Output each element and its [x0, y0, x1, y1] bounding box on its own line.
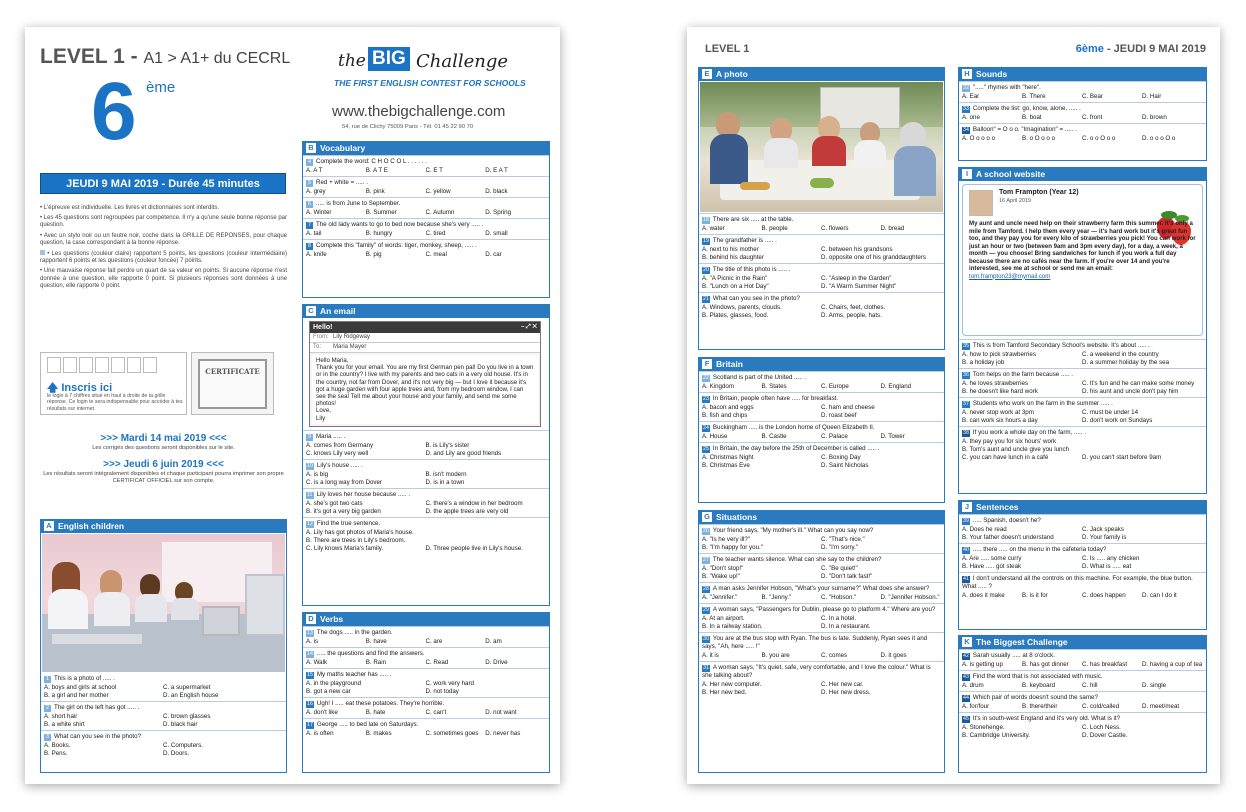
answer-option[interactable]: C. work very hard — [425, 680, 474, 687]
answer-option[interactable]: B. There are trees in Lily's bedroom. — [306, 536, 406, 544]
answer-option[interactable]: A. in the playground — [306, 680, 362, 687]
question-24: 24 Buckingham ..... is the London home of Queen Elizabeth II. A. House B. Castle C. Palace D. Tower — [699, 421, 944, 442]
answer-option[interactable]: A. Stonehenge. — [962, 724, 1005, 731]
answer-option[interactable]: A. is big — [306, 470, 329, 478]
answer-option[interactable]: C. you can have lunch in a café — [962, 454, 1049, 461]
post-date: 16 April 2019 — [999, 198, 1032, 204]
answer-option[interactable]: A. Lily has got photos of Maria's house. — [306, 528, 414, 536]
address: 54, rue de Clichy 75009 Paris - Tél. 01 45 22 90 70 — [342, 124, 474, 130]
section-e — [698, 67, 945, 350]
answer-option[interactable]: D. bread — [880, 225, 905, 232]
answer-option[interactable]: B. A T E — [365, 167, 388, 174]
answer-option[interactable]: A. House — [702, 433, 728, 440]
answer-option[interactable]: D. a summer holiday by the sea — [1082, 359, 1170, 366]
level-heading: LEVEL 1 - A1 > A1+ du CECRL — [40, 45, 291, 68]
answer-option[interactable]: A. "Is he very ill?" — [702, 536, 751, 543]
answer-option[interactable]: D. not today — [425, 688, 459, 695]
answer-option[interactable]: C. comes — [821, 652, 848, 659]
answer-option[interactable]: C. "Be quiet!" — [821, 565, 858, 572]
results-date: >>> Jeudi 6 juin 2019 <<< — [103, 459, 224, 470]
answer-option[interactable]: A. boys and girls at school — [44, 684, 117, 691]
rule-item: • Les questions (couleur claire) rapportent 5 points, les questions (couleur intermédiaire) rapportent 6 points et les questions (couleur foncée) 7 points. — [40, 251, 288, 265]
answer-option[interactable]: D. Her new dress. — [821, 689, 871, 696]
answer-option[interactable]: B. "Wake up!" — [702, 573, 740, 580]
answer-option[interactable]: B. Castle — [761, 433, 787, 440]
answer-option[interactable]: C. tired — [425, 230, 446, 237]
answer-option[interactable]: C. Read — [425, 659, 449, 666]
answer-option[interactable]: D. is in a town — [425, 478, 465, 486]
question-36: 36 Tom helps on the farm because ..... . A. he loves strawberries C. It's fun and he can make some money B. he doesn't like hard work D. his aunt and uncle don't pay him — [959, 368, 1206, 397]
section-j — [958, 500, 1207, 630]
answer-option[interactable]: D. What is ..... eat — [1082, 563, 1132, 570]
answer-option[interactable]: A. Are ..... some curry — [962, 555, 1022, 562]
answer-option[interactable]: B. have — [365, 638, 387, 645]
answer-option[interactable]: C. Is ..... any chicken — [1082, 555, 1140, 562]
answer-option[interactable]: C. Her new car. — [821, 681, 864, 688]
answer-option[interactable]: A. is getting up — [962, 661, 1003, 668]
answer-option[interactable]: B. keyboard — [1022, 682, 1056, 689]
answer-option[interactable]: C. has breakfast — [1082, 661, 1128, 668]
website-link[interactable]: www.thebigchallenge.com — [332, 103, 506, 120]
answer-option[interactable]: C. Lily knows Maria's family. — [306, 544, 384, 552]
login-digit-boxes[interactable] — [47, 357, 157, 373]
post-author: Tom Frampton (Year 12) — [999, 189, 1079, 196]
question-13: 13 The dogs ..... in the garden. A. is B. have C. are D. am — [303, 626, 549, 647]
answer-option[interactable]: B. a white shirt — [44, 721, 85, 728]
answer-option[interactable]: A. don't like — [306, 709, 338, 716]
question-6: 6 ..... is from June to September. A. Winter B. Summer C. Autumn D. Spring — [303, 197, 549, 218]
answer-option[interactable]: C. Loch Ness. — [1082, 724, 1121, 731]
answer-option[interactable]: C. Palace — [821, 433, 848, 440]
question-42: 42 Sarah usually ..... at 8 o'clock. A. is getting up B. has got dinner C. has breakfast D. having a cup of tea — [959, 649, 1206, 670]
answer-option[interactable]: A. bacon and eggs — [702, 404, 754, 411]
post-text: My aunt and uncle need help on their strawberry farm this summer. It's only a mile from Tamford. I help them every year — it's hard work but it's great fun too, and they pay you for every kilo of strawberries you pick! You can work for just an hour or two (between 9am and 3pm every day), for a day, a week, a month — you choose! Bring sandwiches for lunch if you work a full day because there are no cafés near the farm. If you're over 14 and you're interested, see me at school or send me an email: tom.frampton23@mymail.com — [969, 220, 1199, 280]
answer-option[interactable]: D. o o o O o — [1142, 135, 1176, 142]
section-a — [40, 519, 287, 773]
question-22: 22 Scotland is part of the United ..... . A. Kingdom B. States C. Europe D. England — [699, 371, 944, 392]
answer-option[interactable]: C. o o O o o — [1082, 135, 1116, 142]
answer-option[interactable]: B. In a railway station. — [702, 623, 763, 630]
classroom-photo — [42, 534, 285, 672]
question-12: 12 Find the true sentence. A. Lily has got photos of Maria's house. B. There are trees in Lily's bedroom. C. Lily knows Maria's family. D. Three people live in Lily's house. — [303, 517, 549, 554]
section-f — [698, 357, 945, 503]
answer-option[interactable]: D. car — [485, 251, 502, 258]
question-1: 1 This is a photo of ..... . A. boys and girls at school C. a supermarket B. a girl and her mother D. an English house — [41, 673, 286, 701]
section-a-header: A English children — [41, 520, 286, 533]
answer-option[interactable]: D. "I'm sorry." — [821, 544, 859, 551]
answer-option[interactable]: B. Her new bed. — [702, 689, 747, 696]
answer-option[interactable]: A. Books. — [44, 742, 71, 749]
answer-option[interactable]: A. Winter — [306, 209, 332, 216]
inscris-title: 🡅 Inscris ici — [47, 382, 113, 394]
answer-option[interactable]: C. a supermarket — [163, 684, 211, 691]
answer-option[interactable]: B. boat — [1022, 114, 1042, 121]
answer-option[interactable]: B. he doesn't like hard work — [962, 388, 1038, 395]
results-dates — [40, 432, 287, 485]
answer-option[interactable]: D. and Lily are good friends — [425, 449, 502, 457]
question-33: 33 Complete the list: go, know, alone, ..... . A. one B. boat C. front D. brown — [959, 102, 1206, 123]
answer-option[interactable]: B. "I'm happy for you." — [702, 544, 763, 551]
answer-option[interactable]: C. Boxing Day — [821, 454, 861, 461]
answer-option[interactable]: C. It's fun and he can make some money — [1082, 380, 1195, 387]
question-27: 27 The teacher wants silence. What can she say to the children? A. "Don't stop!" C. "Be quiet!" B. "Wake up!" D. "Don't talk fast!" — [699, 553, 944, 582]
answer-option[interactable]: C. are — [425, 638, 443, 645]
question-8: 8 Complete this "family" of words: tiger, monkey, sheep, ..... . A. knife B. pig C. meal D. car — [303, 239, 549, 260]
answer-option[interactable]: A. never stop work at 3pm — [962, 409, 1034, 416]
answer-option[interactable]: B. has got dinner — [1022, 661, 1069, 668]
answer-option[interactable]: B. there/their — [1022, 703, 1058, 710]
answer-option[interactable]: B. behind his daughter — [702, 254, 764, 261]
answer-option[interactable]: C. sometimes goes — [425, 730, 479, 737]
answer-option[interactable]: A. grey — [306, 188, 326, 195]
answer-option[interactable]: C. can't — [425, 709, 447, 716]
answer-option[interactable]: C. "Hobson." — [821, 594, 857, 601]
answer-option[interactable]: D. it goes — [880, 652, 907, 659]
email-body: Hello Maria, Thank you for your email. You are my first German pen pal! Do you live in a town or in the country? I live with my parents and two cats in a very old house. It's in the country, not far from Dover, and it's not very big — but I love it because it's got a huge garden with four apple trees and, from my bedroom window, I can see the sea! Tell me about your house and your family, and send me some photos! Love, Lily — [312, 355, 538, 424]
answer-option[interactable]: B. Christmas Eve — [702, 462, 750, 469]
answer-option[interactable]: C. does happen — [1082, 592, 1126, 599]
answer-option[interactable]: D. Dover Castle. — [1082, 732, 1128, 739]
answer-option[interactable]: C. "That's nice." — [821, 536, 865, 543]
answer-option[interactable]: D. Drive — [485, 659, 508, 666]
question-30: 30 You are at the bus stop with Ryan. The bus is late. Suddenly, Ryan sees it and says, "Ah, here ..... !" A. it is B. you are C. comes D. it goes — [699, 632, 944, 661]
answer-option[interactable]: B. is it for — [1022, 592, 1048, 599]
certificate-image: CERTIFICATE — [191, 352, 274, 415]
date-banner: JEUDI 9 MAI 2019 - Durée 45 minutes — [40, 173, 286, 194]
question-43: 43 Find the word that is not associated with music. A. drum B. keyboard C. hill D. single — [959, 670, 1206, 691]
answer-option[interactable]: B. is Lily's sister — [425, 441, 470, 449]
answer-option[interactable]: D. Arms, people, hats. — [821, 312, 882, 319]
answer-option[interactable]: A. it is — [702, 652, 719, 659]
answer-option[interactable]: B. it's got a very big garden — [306, 507, 381, 515]
answer-option[interactable]: B. got a new car — [306, 688, 351, 695]
answer-option[interactable]: A. does it make — [962, 592, 1005, 599]
section-b-header: B Vocabulary — [303, 142, 549, 155]
question-28: 28 A man asks Jennifer Hobson, "What's your surname?" What does she answer? A. "Jennifer." B. "Jenny." C. "Hobson." D. "Jennifer Hobson." — [699, 582, 944, 603]
answer-option[interactable]: C. between his grandsons — [821, 246, 893, 253]
question-29: 29 A woman says, "Passengers for Dublin, please go to platform 4." Where are you? A. At an airport. C. In a hotel. B. In a railway station. D. In a restaurant. — [699, 603, 944, 632]
answer-option[interactable]: C. Computers. — [163, 742, 203, 749]
section-b — [302, 141, 550, 298]
question-25: 25 In Britain, the day before the 25th of December is called ..... . A. Christmas Night C. Boxing Day B. Christmas Eve D. Saint Nicholas — [699, 442, 944, 471]
answer-option[interactable]: C. flowers — [821, 225, 849, 232]
answer-option[interactable]: B. fish and chips — [702, 412, 748, 419]
section-i-header: I A school website — [959, 168, 1206, 181]
answer-option[interactable]: B. Rain — [365, 659, 387, 666]
answer-option[interactable]: A. drum — [962, 682, 984, 689]
answer-option[interactable]: D. Three people live in Lily's house. — [425, 544, 523, 552]
answer-option[interactable]: D. not want — [485, 709, 517, 716]
answer-option[interactable]: A. Windows, parents, clouds. — [702, 304, 782, 311]
answer-option[interactable]: D. am — [485, 638, 502, 645]
grade-number: 6 — [91, 66, 137, 157]
answer-option[interactable]: C. is a long way from Dover — [306, 478, 382, 486]
window-controls-icon[interactable]: – ⤢ ✕ — [520, 324, 537, 330]
question-40: 40 ..... there ..... on the menu in the cafeteria today? A. Are ..... some curry C. Is ..... any chicken B. Have ..... got steak D. What is ..... eat — [959, 543, 1206, 572]
question-20: 20 The title of this photo is ..... . A. "A Picnic in the Rain" C. "Asleep in the Garden" B. "Lunch on a Hot Day" D. "A Warm Summer Night" — [699, 263, 944, 292]
rule-item: • Avec un stylo noir ou un feutre noir, coche dans la GRILLE DE REPONSES, pour chaque question, la case correspondant à la bonne réponse. — [40, 232, 287, 246]
answer-option[interactable]: D. Your family is — [1082, 534, 1127, 541]
answer-option[interactable]: D. England — [880, 383, 912, 390]
rules-block — [40, 205, 287, 293]
answer-option[interactable]: B. hate — [365, 709, 386, 716]
answer-option[interactable]: B. "Lunch on a Hot Day" — [702, 283, 769, 290]
question-18: 18 There are six ..... at the table. A. water B. people C. flowers D. bread — [699, 213, 944, 234]
answer-option[interactable]: A. Ear — [962, 93, 980, 100]
question-9: 9 Maria ..... . A. comes from Germany B. is Lily's sister C. knows Lily very well D. and Lily are good friends — [303, 430, 549, 459]
avatar — [969, 190, 993, 216]
answer-option[interactable]: C. Chairs, feet, clothes. — [821, 304, 886, 311]
answer-option[interactable]: A. water — [702, 225, 725, 232]
answer-option[interactable]: B. makes — [365, 730, 392, 737]
answer-option[interactable]: A. "Jennifer." — [702, 594, 738, 601]
question-2: 2 The girl on the left has got ..... . A. short hair C. brown glasses B. a white shirt D. black hair — [41, 701, 286, 730]
question-21: 21 What can you see in the photo? A. Windows, parents, clouds. C. Chairs, feet, clothes. B. Plates, glasses, food. D. Arms, people, hats. — [699, 292, 944, 321]
section-d — [302, 612, 550, 773]
answer-option[interactable]: A. for/four — [962, 703, 990, 710]
answer-option[interactable]: A. At an airport. — [702, 615, 745, 622]
email-from-field: From: Lily Ridgeway — [310, 333, 540, 343]
section-h — [958, 67, 1207, 161]
answer-option[interactable]: A. Walk — [306, 659, 328, 666]
answer-option[interactable]: B. Summer — [365, 209, 397, 216]
answer-option[interactable]: B. There — [1022, 93, 1046, 100]
answer-option[interactable]: C. E T — [425, 167, 443, 174]
question-17: 17 George ..... to bed late on Saturdays. A. is often B. makes C. sometimes goes D. never has — [303, 718, 549, 739]
answer-option[interactable]: C. a weekend in the country — [1082, 351, 1159, 358]
big-challenge-logo: the BIG Challenge THE FIRST ENGLISH CONTEST FOR SCHOOLS — [334, 48, 526, 88]
section-i — [958, 167, 1207, 494]
question-3: 3 What can you see in the photo? A. Books. C. Computers. B. Pens. D. Doors. — [41, 730, 286, 759]
answer-option[interactable]: B. a holiday job — [962, 359, 1005, 366]
section-g — [698, 510, 945, 773]
answer-option[interactable]: C. front — [1082, 114, 1103, 121]
answer-option[interactable]: B. pig — [365, 251, 382, 258]
answer-option[interactable]: D. In a restaurant. — [821, 623, 871, 630]
rule-item: • Les 45 questions sont regroupées par compétence. Il n'y a qu'une seule bonne réponse par question. — [40, 215, 287, 229]
answer-option[interactable]: D. never has — [485, 730, 521, 737]
answer-option[interactable]: B. "Jenny." — [761, 594, 792, 601]
answer-option[interactable]: B. people — [761, 225, 788, 232]
answer-option[interactable]: B. can work six hours a day — [962, 417, 1038, 424]
section-g-header: G Situations — [699, 511, 944, 524]
answer-option[interactable]: D. brown — [1142, 114, 1167, 121]
answer-option[interactable]: D. "Jennifer Hobson." — [880, 594, 940, 601]
answer-option[interactable]: A. Her new computer. — [702, 681, 762, 688]
answer-option[interactable]: B. Tom's aunt and uncle give you lunch — [962, 446, 1070, 453]
email-to-field: To: Maria Mayer — [310, 343, 540, 353]
answer-option[interactable]: D. Hair — [1142, 93, 1162, 100]
answer-option[interactable]: A. A T — [306, 167, 323, 174]
post-email-link[interactable]: tom.frampton23@mymail.com — [969, 272, 1051, 280]
results-text: Les résultats seront intégralement disponibles et chaque participant pourra imprimer son propre CERTIFICAT OFFICIEL sur son compte. — [43, 471, 284, 484]
answer-option[interactable]: D. the apple trees are very old — [425, 507, 509, 515]
question-31: 31 A woman says, "It's quiet, safe, very comfortable, and I love the colour." What is she talking about? A. Her new computer. C. Her new car. B. Her new bed. D. Her new dress. — [699, 661, 944, 698]
answer-option[interactable]: C. knows Lily very well — [306, 449, 369, 457]
answer-option[interactable]: D. single — [1142, 682, 1167, 689]
answer-option[interactable]: B. States — [761, 383, 787, 390]
section-c-header: C An email — [303, 305, 549, 318]
question-34: 34 Balloon" = O o o. "Imagination" = ..... . A. O o o o o B. o O o o o C. o o O o o D. o o o O o — [959, 123, 1206, 144]
answer-option[interactable]: A. knife — [306, 251, 327, 258]
arrow-up-icon: 🡅 — [47, 382, 59, 394]
login-box — [40, 352, 187, 415]
section-k-header: K The Biggest Challenge — [959, 636, 1206, 649]
page2-level: LEVEL 1 — [705, 43, 750, 55]
answer-option[interactable]: D. opposite one of his granddaughters — [821, 254, 926, 261]
section-j-header: J Sentences — [959, 501, 1206, 514]
answer-option[interactable]: D. Tower — [880, 433, 905, 440]
answer-option[interactable]: A. "Don't stop!" — [702, 565, 744, 572]
question-26: 26 Your friend says, "My mother's ill." What can you say now? A. "Is he very ill?" C. "That's nice." B. "I'm happy for you." D. "I'm sorry." — [699, 524, 944, 553]
answer-option[interactable]: B. you are — [761, 652, 790, 659]
question-5: 5 Red + white = ..... . A. grey B. pink C. yellow D. black — [303, 176, 549, 197]
question-32: 32 "....." rhymes with "here". A. Ear B. There C. Bear D. Hair — [959, 81, 1206, 102]
answer-option[interactable]: C. Autumn — [425, 209, 455, 216]
section-a-questions — [41, 673, 286, 759]
answer-option[interactable]: B. Have ..... got steak — [962, 563, 1022, 570]
answer-option[interactable]: C. cold/called — [1082, 703, 1120, 710]
answer-option[interactable]: C. Europe — [821, 383, 849, 390]
answer-option[interactable]: A. how to pick strawberries — [962, 351, 1036, 358]
grade-suffix: ème — [146, 79, 176, 96]
answer-option[interactable]: C. Jack speaks — [1082, 526, 1124, 533]
answer-option[interactable]: B. hungry — [365, 230, 393, 237]
answer-option[interactable]: A. Christmas Night — [702, 454, 754, 461]
question-44: 44 Which pair of words doesn't sound the same? A. for/four B. there/their C. cold/called D. meet/meat — [959, 691, 1206, 712]
corrections-text: Les corrigés des questions seront disponibles sur le site. — [92, 445, 235, 451]
question-16: 16 Ugh! I ..... eat these potatoes. They're horrible. A. don't like B. hate C. can't D. not want — [303, 697, 549, 718]
answer-option[interactable]: A. one — [962, 114, 980, 121]
page-two — [687, 27, 1220, 784]
answer-option[interactable]: A. next to his mother — [702, 246, 759, 253]
answer-option[interactable]: A. short hair — [44, 713, 78, 720]
answer-option[interactable]: C. Bear — [1082, 93, 1103, 100]
section-f-header: F Britain — [699, 358, 944, 371]
question-4: 4 Complete the word: C H O C O L . . . . . . A. A T B. A T E C. E T D. E A T — [303, 155, 549, 176]
section-h-header: H Sounds — [959, 68, 1206, 81]
answer-option[interactable]: C. must be under 14 — [1082, 409, 1139, 416]
light-color-swatch — [40, 250, 45, 255]
answer-option[interactable]: B. isn't modern — [425, 470, 467, 478]
answer-option[interactable]: D. you can't start before 9am — [1082, 454, 1162, 461]
answer-option[interactable]: B. Plates, glasses, food. — [702, 312, 769, 319]
answer-option[interactable]: A. he loves strawberries — [962, 380, 1029, 387]
question-23: 23 In Britain, people often have ..... for breakfast. A. bacon and eggs C. ham and cheese B. fish and chips D. roast beef — [699, 392, 944, 421]
question-7: 7 The old lady wants to go to bed now because she's very ..... . A. tail B. hungry C. tired D. small — [303, 218, 549, 239]
answer-option[interactable]: A. Does he read — [962, 526, 1007, 533]
question-11: 11 Lily loves her house because ..... . A. she's got two cats C. there's a window in her bedroom B. it's got a very big garden D. the apple trees are very old — [303, 488, 549, 517]
answer-option[interactable]: C. ham and cheese — [821, 404, 875, 411]
answer-option[interactable]: B. Pens. — [44, 750, 68, 757]
answer-option[interactable]: D. "A Warm Summer Night" — [821, 283, 897, 290]
answer-option[interactable]: A. O o o o o — [962, 135, 996, 142]
answer-option[interactable]: B. Your father doesn't understand — [962, 534, 1054, 541]
answer-option[interactable]: C. In a hotel. — [821, 615, 857, 622]
answer-option[interactable]: C. hill — [1082, 682, 1098, 689]
answer-option[interactable]: D. "Don't talk fast!" — [821, 573, 873, 580]
inscris-text: le login à 7 chiffres situé en haut à droite de ta grille réponse. Ce login te sera indispensable pour accéder à tes résultats sur internet. — [47, 393, 183, 412]
answer-option[interactable]: A. "A Picnic in the Rain" — [702, 275, 768, 282]
question-38: 38 If you work a whole day on the farm, ..... . A. they pay you for six hours' work B. Tom's aunt and uncle give you lunch C. you can have lunch in a café D. you can't start before 9am — [959, 426, 1206, 463]
section-c — [302, 304, 550, 606]
answer-option[interactable]: D. an English house — [163, 692, 219, 699]
answer-option[interactable]: D. his aunt and uncle don't pay him — [1082, 388, 1179, 395]
family-photo — [700, 82, 943, 212]
answer-option[interactable]: A. they pay you for six hours' work — [962, 438, 1057, 445]
question-41: 41 I don't understand all the controls on this machine. For example, the blue button. What ..... ? A. does it make B. is it for C. does happen D. can I do it — [959, 572, 1206, 601]
answer-option[interactable]: C. meal — [425, 251, 447, 258]
answer-option[interactable]: D. Doors. — [163, 750, 190, 757]
question-19: 19 The grandfather is ..... . A. next to his mother C. between his grandsons B. behind his daughter D. opposite one of his granddaughters — [699, 234, 944, 263]
section-d-header: D Verbs — [303, 613, 549, 626]
answer-option[interactable]: A. is — [306, 638, 319, 645]
answer-option[interactable]: D. small — [485, 230, 508, 237]
answer-option[interactable]: D. having a cup of tea — [1142, 661, 1202, 668]
question-37: 37 Students who work on the farm in the summer ..... . A. never stop work at 3pm C. must be under 14 B. can work six hours a day D. don't work on Sundays — [959, 397, 1206, 426]
answer-option[interactable]: D. can I do it — [1142, 592, 1177, 599]
answer-option[interactable]: D. roast beef — [821, 412, 857, 419]
answer-option[interactable]: D. Spring — [485, 209, 512, 216]
question-15: 15 My maths teacher has ..... . A. in the playground C. work very hard B. got a new car D. not today — [303, 668, 549, 697]
page-one — [25, 27, 560, 784]
answer-option[interactable]: D. don't work on Sundays — [1082, 417, 1153, 424]
question-14: 14 ..... the questions and find the answers. A. Walk B. Rain C. Read D. Drive — [303, 647, 549, 668]
email-titlebar: Hello! – ⤢ ✕ — [310, 322, 540, 333]
answer-option[interactable]: B. a girl and her mother — [44, 692, 109, 699]
rule-item: • Une mauvaise réponse fait perdre un quart de sa valeur en points. Si aucune réponse n'est donnée à une question, elle rapporte 0 point. Si plusieurs réponses sont données à une question, elle rapporte 0 point. — [40, 268, 287, 289]
question-39: 39 ..... Spanish, doesn't he? A. Does he read C. Jack speaks B. Your father doesn't understand D. Your family is — [959, 514, 1206, 543]
answer-option[interactable]: A. tail — [306, 230, 322, 237]
answer-option[interactable]: A. she's got two cats — [306, 499, 363, 507]
question-35: 35 This is from Tamford Secondary School's website. It's about ..... . A. how to pick strawberries C. a weekend in the country B. a holiday job D. a summer holiday by the sea — [959, 339, 1206, 368]
answer-option[interactable]: D. meet/meat — [1142, 703, 1180, 710]
answer-option[interactable]: B. o O o o o — [1022, 135, 1056, 142]
page2-date-heading: 6ème - JEUDI 9 MAI 2019 — [1075, 43, 1206, 55]
school-website-post — [962, 184, 1203, 336]
answer-option[interactable]: C. yellow — [425, 188, 451, 195]
section-k — [958, 635, 1207, 773]
answer-option[interactable]: D. E A T — [485, 167, 508, 174]
answer-option[interactable]: C. brown glasses — [163, 713, 211, 720]
corrections-date: >>> Mardi 14 mai 2019 <<< — [100, 433, 227, 444]
rule-item: • L'épreuve est individuelle. Les livres et dictionnaires sont interdits. — [40, 205, 220, 211]
answer-option[interactable]: A. comes from Germany — [306, 441, 374, 449]
question-45: 45 It's in south-west England and it's very old. What is it? A. Stonehenge. C. Loch Ness. B. Cambridge University. D. Dover Castle. — [959, 712, 1206, 741]
email-window — [309, 321, 541, 427]
answer-option[interactable]: C. "Asleep in the Garden" — [821, 275, 892, 282]
answer-option[interactable]: D. black — [485, 188, 508, 195]
answer-option[interactable]: A. Kingdom — [702, 383, 734, 390]
answer-option[interactable]: C. there's a window in her bedroom — [425, 499, 523, 507]
question-10: 10 Lily's house ..... . A. is big B. isn't modern C. is a long way from Dover D. is in a town — [303, 459, 549, 488]
answer-option[interactable]: B. pink — [365, 188, 385, 195]
answer-option[interactable]: D. Saint Nicholas — [821, 462, 869, 469]
answer-option[interactable]: D. black hair — [163, 721, 198, 728]
answer-option[interactable]: A. is often — [306, 730, 334, 737]
answer-option[interactable]: B. Cambridge University. — [962, 732, 1030, 739]
section-e-header: E A photo — [699, 68, 944, 81]
